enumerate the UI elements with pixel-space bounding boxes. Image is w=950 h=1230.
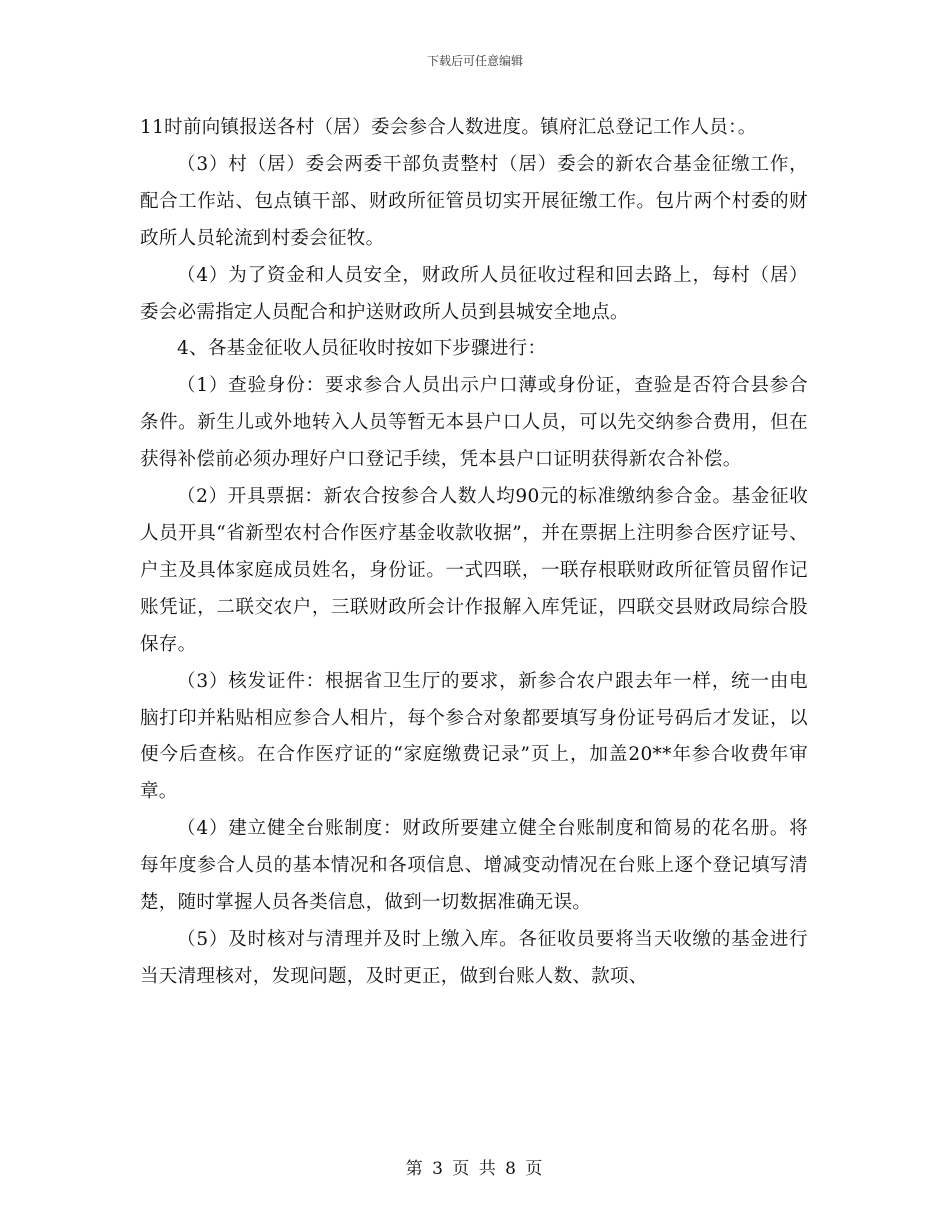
document-body (140, 110, 808, 996)
paragraph-2: （3）村（居）委会两委干部负责整村（居）委会的新农合基金征缴工作，配合工作站、包点镇干部、财政所征管员切实开展征缴工作。包片两个村委的财政所人员轮流到村委会征牧。 (140, 153, 808, 249)
paragraph-1: 11时前向镇报送各村（居）委会参合人数进度。镇府汇总登记工作人员：。 (140, 117, 757, 138)
paragraph-8: （4）建立健全台账制度：财政所要建立健全台账制度和简易的花名册。将每年度参合人员的基本情况和各项信息、增减变动情况在台账上逐个登记填写清楚，随时掌握人员各类信息，做到一切数据准确无误。 (140, 818, 808, 914)
paragraph-4: 4、各基金征收人员征收时按如下步骤进行： (177, 338, 547, 360)
paragraph-9: （5）及时核对与清理并及时上缴入库。各征收员要将当天收缴的基金进行当天清理核对，发现问题，及时更正，做到台账人数、款项、 (140, 928, 808, 987)
page-header: 下载后可任意编辑 (426, 54, 523, 68)
page-number: 第 3 页 共 8 页 (405, 1159, 545, 1179)
paragraph-3: （4）为了资金和人员安全，财政所人员征收过程和回去路上，每村（居）委会必需指定人员配合和护送财政所人员到县城安全地点。 (140, 264, 808, 323)
paragraph-7: （3）核发证件：根据省卫生厅的要求，新参合农户跟去年一样，统一由电脑打印并粘贴相应参合人相片，每个参合对象都要填写身份证号码后才发证，以便今后查核。在合作医疗证的“家庭缴费记录”页上，加盖20**年参合收费年审章。 (140, 670, 808, 803)
paragraph-5: （1）查验身份：要求参合人员出示户口薄或身份证，查验是否符合县参合条件。新生儿或外地转入人员等暂无本县户口人员，可以先交纳参合费用，但在获得补偿前必须办理好户口登记手续，凭本县户口证明获得新农合补偿。 (140, 375, 808, 471)
paragraph-6: （2）开具票据：新农合按参合人数人均90元的标准缴纳参合金。基金征收人员开具“省新型农村合作医疗基金收款收据”，并在票据上注明参合医疗证号、户主及具体家庭成员姓名，身份证。一式四联，一联存根联财政所征管员留作记账凭证，二联交农户，三联财政所会计作报解入库凭证，四联交县财政局综合股保存。 (140, 486, 808, 655)
